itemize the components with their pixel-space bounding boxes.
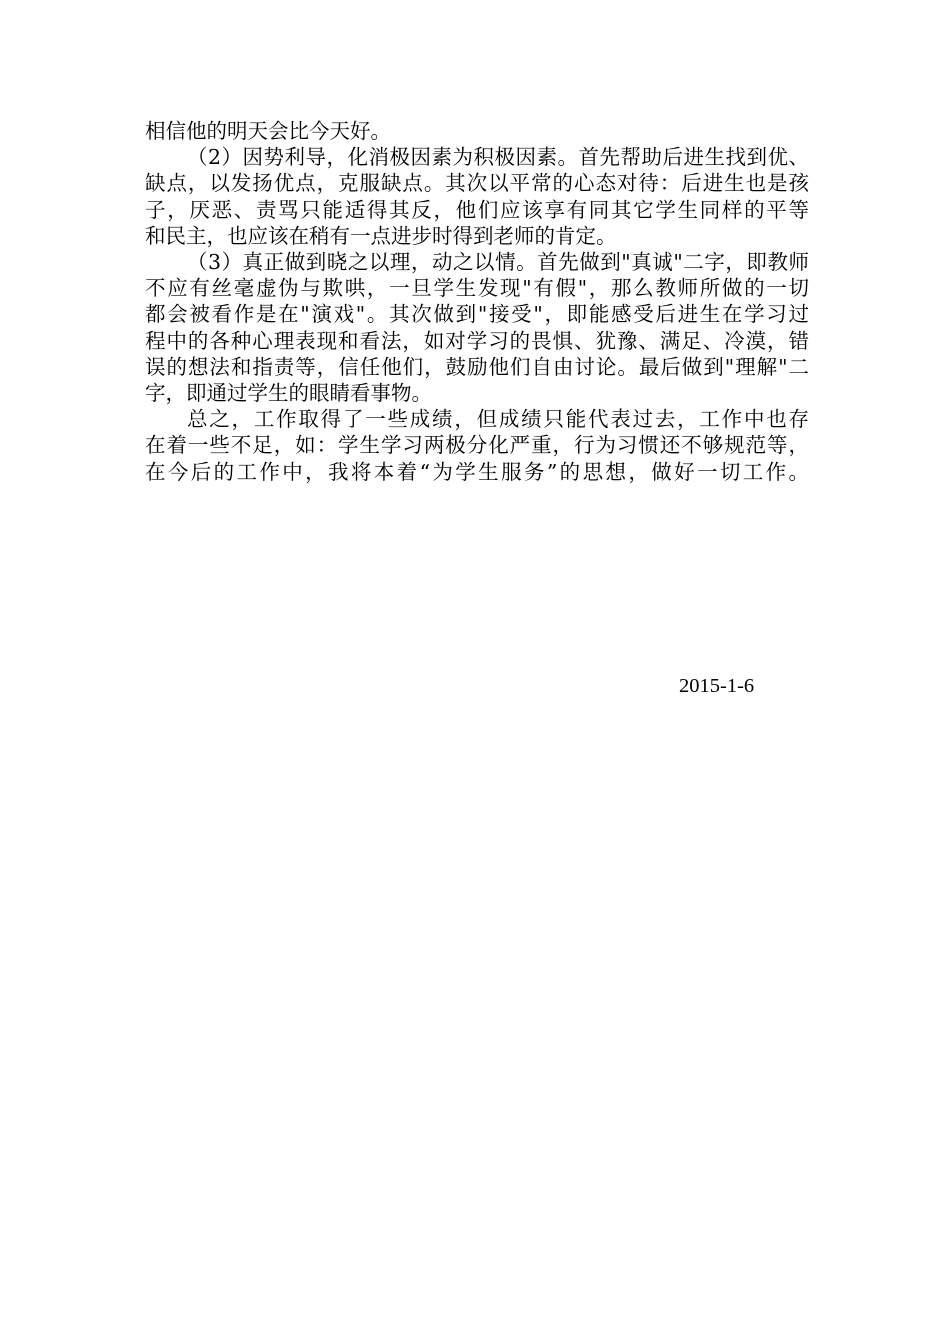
summary-line: 总之，工作取得了一些成绩，但成绩只能代表过去，工作中也存 (187, 407, 809, 432)
body-text (145, 118, 809, 485)
paragraph-3-line: 不应有丝毫虚伪与欺哄，一旦学生发现"有假"，那么教师所做的一切 (145, 276, 809, 301)
summary-line: 在着一些不足，如：学生学习两极分化严重，行为习惯还不够规范等， (145, 433, 809, 458)
paragraph-3-line: 都会被看作是在"演戏"。其次做到"接受"，即能感受后进生在学习过 (145, 302, 809, 327)
paragraph-2-line: 子，厌恶、责骂只能适得其反，他们应该享有同其它学生同样的平等 (145, 197, 809, 222)
paragraph-2-line: 缺点，以发扬优点，克服缺点。其次以平常的心态对待：后进生也是孩 (145, 171, 809, 196)
paragraph-2-line: （2）因势利导，化消极因素为积极因素。首先帮助后进生找到优、 (187, 145, 809, 170)
paragraph-3-line: 误的想法和指责等，信任他们，鼓励他们自由讨论。最后做到"理解"二 (145, 354, 809, 379)
paragraph-3-line: 字，即通过学生的眼睛看事物。 (145, 381, 432, 406)
paragraph-3-line: 程中的各种心理表现和看法，如对学习的畏惧、犹豫、满足、冷漠，错 (145, 328, 809, 353)
summary-line: 在今后的工作中，我将本着“为学生服务”的思想，做好一切工作。 (145, 459, 809, 484)
paragraph-3-line: （3）真正做到晓之以理，动之以情。首先做到"真诚"二字，即教师 (187, 250, 809, 275)
paragraph-2-line: 和民主，也应该在稍有一点进步时得到老师的肯定。 (145, 223, 617, 248)
text-line: 相信他的明天会比今天好。 (145, 119, 391, 143)
document-date: 2015-1-6 (679, 675, 755, 697)
